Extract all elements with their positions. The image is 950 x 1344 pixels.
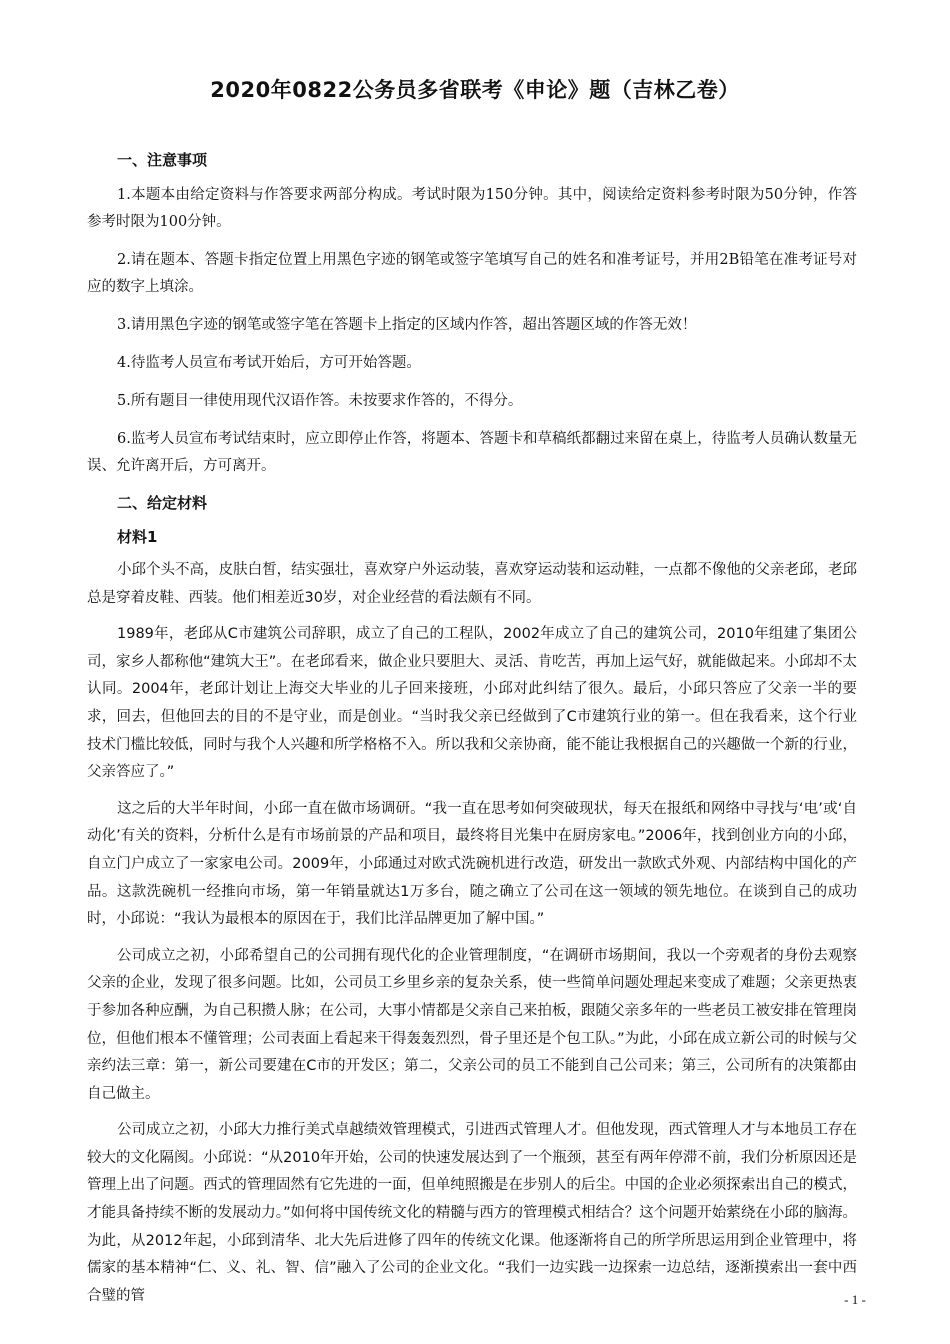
notice-item: 4.待监考人员宣布考试开始后，方可开始答题。 <box>117 355 421 371</box>
material-paragraph: 公司成立之初，小邱希望自己的公司拥有现代化的企业管理制度，“在调研市场期间，我以一个旁观者的身份去观察父亲的企业，发现了很多问题。比如，公司员工乡里乡亲的复杂关系，使一些简单问题处理起来变成了难题；父亲更热衷于参加各种应酬，为自己积攒人脉；在公司，大事小情都是父亲自己来拍板，跟随父亲多年的一些老员工被安排在管理岗位，但他们根本不懂管理；公司表面上看起来干得轰轰烈烈，骨子里还是个包工队。”为此，小邱在成立新公司的时候与父亲约法三章：第一，新公司要建在C市的开发区；第二，父亲公司的员工不能到自己公司来；第三，公司所有的决策都由自己做主。 <box>87 947 857 1102</box>
notice-item: 2.请在题本、答题卡指定位置上用黑色字迹的钢笔或签字笔填写自己的姓名和准考证号，并用2B铅笔在准考证号对应的数字上填涂。 <box>87 252 857 295</box>
material-paragraph: 公司成立之初，小邱大力推行美式卓越绩效管理模式，引进西式管理人才。但他发现，西式管理人才与本地员工存在较大的文化隔阂。小邱说：“从2010年开始，公司的快速发展达到了一个瓶颈，甚至有两年停滞不前，我们分析原因还是管理上出了问题。西式的管理固然有它先进的一面，但单纯照搬是在步别人的后尘。中国的企业必须探索出自己的模式，才能具备持续不断的发展动力。”如何将中国传统文化的精髓与西方的管理模式相结合？这个问题开始萦绕在小邱的脑海。为此，从2012年起，小邱到清华、北大先后进修了四年的传统文化课。他逐渐将自己的所学所思运用到企业管理中，将儒家的基本精神“仁、义、礼、智、信”融入了公司的企业文化。“我们一边实践一边探索一边总结，逐渐摸索出一套中西合璧的管 <box>87 1122 857 1304</box>
section-heading-materials: 二、给定材料 <box>117 494 208 512</box>
section-heading-notice: 一、注意事项 <box>117 151 208 169</box>
document-body <box>87 148 857 1319</box>
notice-item: 3.请用黑色字迹的钢笔或签字笔在答题卡上指定的区域内作答，超出答题区域的作答无效！ <box>117 317 697 333</box>
material-label: 材料1 <box>117 528 158 546</box>
notice-item: 5.所有题目一律使用现代汉语作答。未按要求作答的，不得分。 <box>117 393 523 409</box>
page-number: - 1 - <box>844 1292 866 1307</box>
notice-item: 1.本题本由给定资料与作答要求两部分构成。考试时限为150分钟。其中，阅读给定资料参考时限为50分钟，作答参考时限为100分钟。 <box>87 187 857 230</box>
material-paragraph: 1989年，老邱从C市建筑公司辞职，成立了自己的工程队，2002年成立了自己的建筑公司，2010年组建了集团公司，家乡人都称他“建筑大王”。在老邱看来，做企业只要胆大、灵活、肯吃苦，再加上运气好，就能做起来。小邱却不太认同。2004年，老邱计划让上海交大毕业的儿子回来接班，小邱对此纠结了很久。最后，小邱只答应了父亲一半的要求，回去，但他回去的目的不是守业，而是创业。“当时我父亲已经做到了C市建筑行业的第一。但在我看来，这个行业技术门槛比较低，同时与我个人兴趣和所学格格不入。所以我和父亲协商，能不能让我根据自己的兴趣做一个新的行业，父亲答应了。” <box>87 626 857 781</box>
material-text <box>87 557 857 1310</box>
notice-item: 6.监考人员宣布考试结束时，应立即停止作答，将题本、答题卡和草稿纸都翻过来留在桌上，待监考人员确认数量无误、允许离开后，方可离开。 <box>87 431 857 474</box>
document-title: 2020年0822公务员多省联考《申论》题（吉林乙卷） <box>210 78 740 102</box>
material-paragraph: 小邱个头不高，皮肤白皙，结实强壮，喜欢穿户外运动装，喜欢穿运动装和运动鞋，一点都不像他的父亲老邱，老邱总是穿着皮鞋、西装。他们相差近30岁，对企业经营的看法颇有不同。 <box>87 562 857 606</box>
material-paragraph: 这之后的大半年时间，小邱一直在做市场调研。“我一直在思考如何突破现状，每天在报纸和网络中寻找与‘电’或‘自动化’有关的资料，分析什么是有市场前景的产品和项目，最终将目光集中在厨房家电。”2006年，找到创业方向的小邱，自立门户成立了一家家电公司。2009年，小邱通过对欧式洗碗机进行改造，研发出一款欧式外观、内部结构中国化的产品。这款洗碗机一经推向市场，第一年销量就达1万多台，随之确立了公司在这一领域的领先地位。在谈到自己的成功时，小邱说：“我认为最根本的原因在于，我们比洋品牌更加了解中国。” <box>87 800 857 928</box>
notice-list <box>87 182 857 480</box>
